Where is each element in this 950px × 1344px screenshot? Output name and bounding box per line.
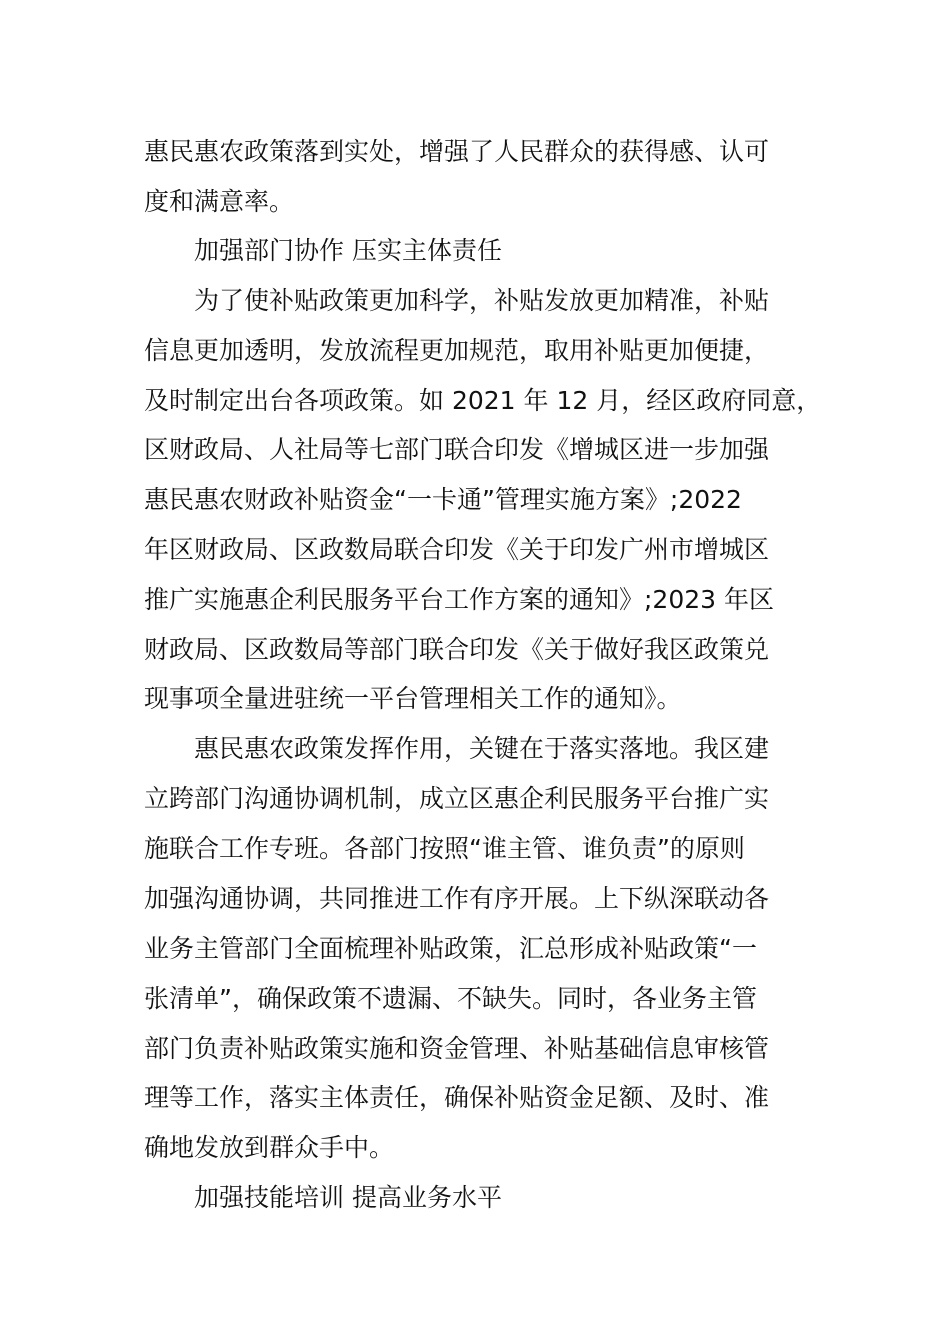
text-line: 年区财政局、区政数局联合印发《关于印发广州市增城区 [144, 535, 770, 564]
text-line: 理等工作，落实主体责任，确保补贴资金足额、及时、准 [144, 1083, 770, 1112]
text-line: 业务主管部门全面梳理补贴政策，汇总形成补贴政策“一 [144, 934, 757, 963]
text-line: 惠民惠农政策落到实处，增强了人民群众的获得感、认可 [144, 137, 770, 166]
text-line: 度和满意率。 [144, 187, 295, 216]
text-line: 现事项全量进驻统一平台管理相关工作的通知》。 [144, 684, 682, 713]
text-line: 及时制定出台各项政策。如 2021 年 12 月，经区政府同意， [144, 386, 822, 415]
text-line: 部门负责补贴政策实施和资金管理、补贴基础信息审核管 [144, 1034, 770, 1063]
section-heading-skills-training: 加强技能培训 提高业务水平 [194, 1183, 502, 1212]
section-heading-department-coordination: 加强部门协作 压实主体责任 [194, 236, 502, 265]
text-line: 施联合工作专班。各部门按照“谁主管、谁负责”的原则 [144, 834, 745, 863]
text-line: 区财政局、人社局等七部门联合印发《增城区进一步加强 [144, 435, 770, 464]
paragraph-start: 惠民惠农政策发挥作用，关键在于落实落地。我区建 [194, 734, 770, 763]
text-line: 立跨部门沟通协调机制，成立区惠企利民服务平台推广实 [144, 784, 770, 813]
text-line: 加强沟通协调，共同推进工作有序开展。上下纵深联动各 [144, 884, 770, 913]
text-line: 信息更加透明，发放流程更加规范，取用补贴更加便捷， [144, 336, 770, 365]
text-line: 惠民惠农财政补贴资金“一卡通”管理实施方案》;2022 [144, 485, 742, 514]
text-line: 张清单”，确保政策不遗漏、不缺失。同时，各业务主管 [144, 984, 757, 1013]
text-line: 确地发放到群众手中。 [144, 1133, 395, 1162]
paragraph-start: 为了使补贴政策更加科学，补贴发放更加精准，补贴 [194, 286, 770, 315]
text-line: 推广实施惠企利民服务平台工作方案的通知》;2023 年区 [144, 585, 774, 614]
text-line: 财政局、区政数局等部门联合印发《关于做好我区政策兑 [144, 635, 770, 664]
